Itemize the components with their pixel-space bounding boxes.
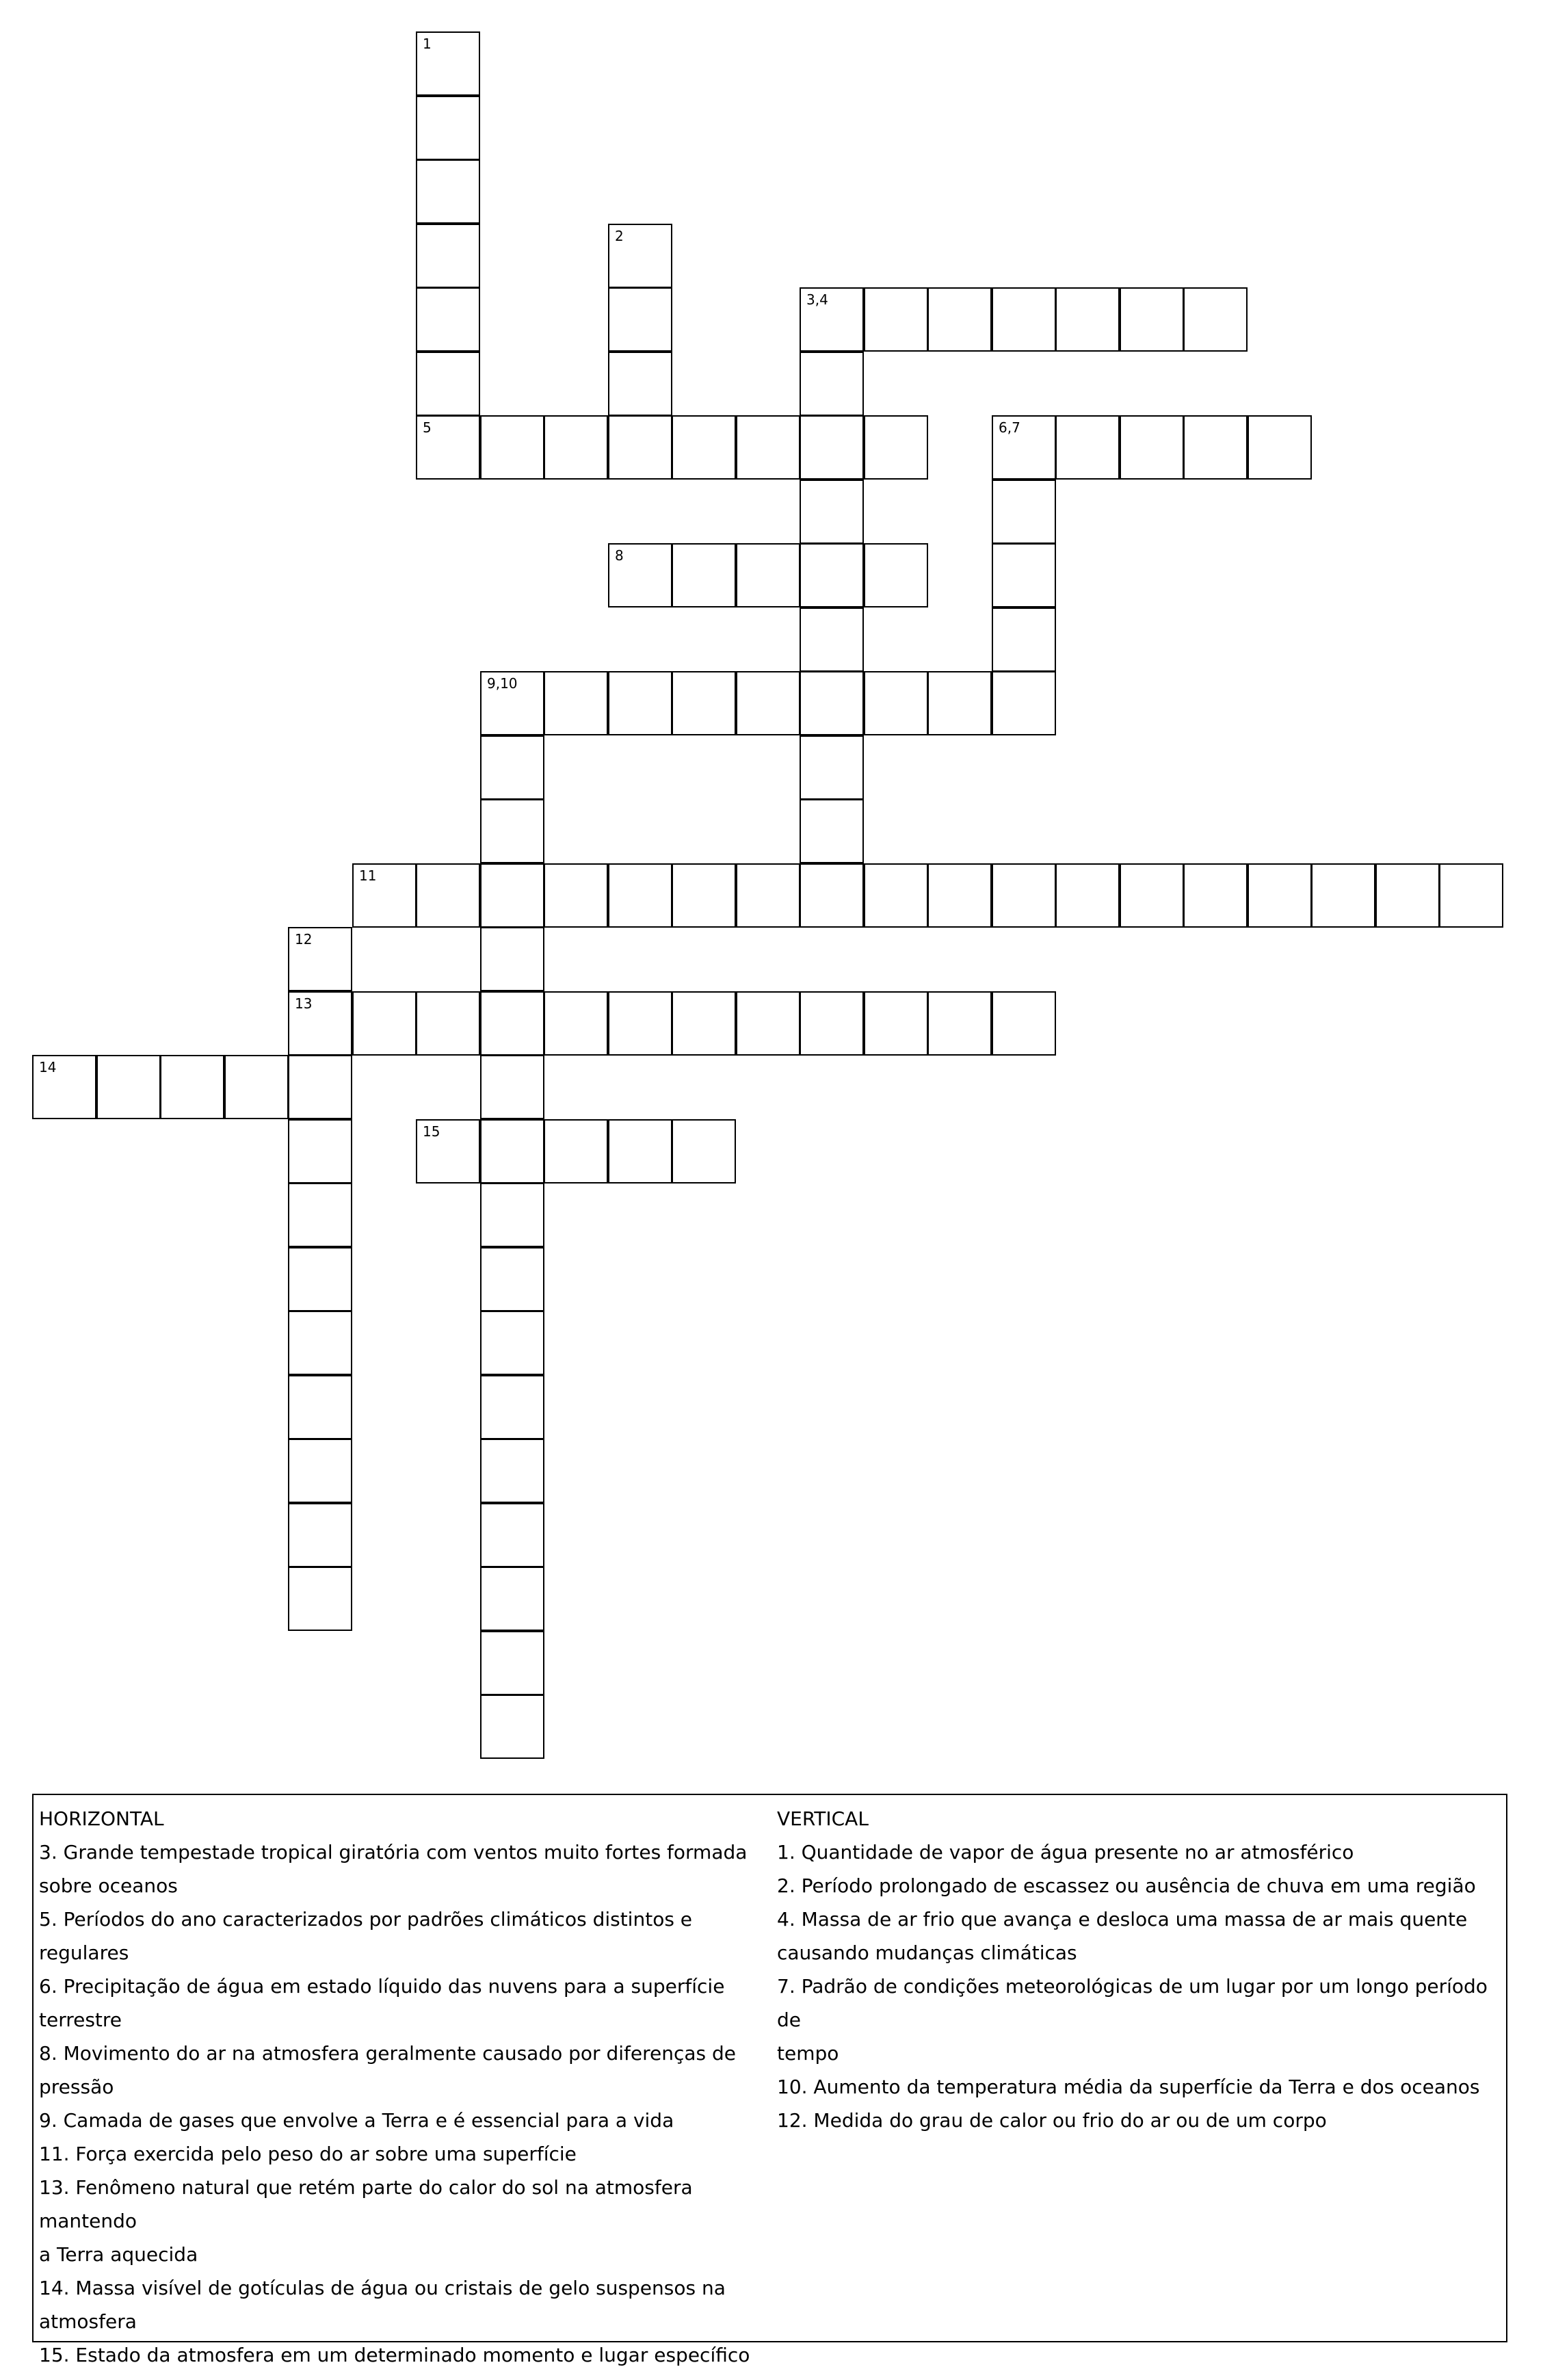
clue-line: 9. Camada de gases que envolve a Terra e é essencial para a vida [39,2109,674,2132]
clue-line: sobre oceanos [39,1874,178,1897]
crossword-cell[interactable] [480,415,544,480]
crossword-cell[interactable] [864,863,928,928]
clue-number: 2 [615,228,624,244]
crossword-cell[interactable] [1120,863,1184,928]
clue-number: 5 [423,419,432,436]
crossword-cell[interactable] [608,224,672,288]
crossword-cell[interactable] [1055,863,1120,928]
crossword-cell[interactable] [544,863,608,928]
crossword-cell[interactable] [544,671,608,735]
crossword-cell[interactable] [480,1247,544,1311]
horizontal-heading: HORIZONTAL [39,1807,164,1830]
crossword-cell[interactable] [672,1119,736,1184]
horizontal-clues [39,1802,784,2372]
crossword-cell[interactable] [480,1567,544,1631]
crossword-cell[interactable] [416,863,480,928]
crossword-cell[interactable] [288,1439,352,1503]
crossword-cell[interactable] [480,927,544,991]
crossword-cell[interactable] [1120,415,1184,480]
crossword-cell[interactable] [288,1247,352,1311]
crossword-cell[interactable] [288,1503,352,1567]
crossword-cell[interactable] [608,352,672,416]
clues-box [32,1794,1507,2366]
crossword-cell[interactable] [480,1439,544,1503]
crossword-cell[interactable] [927,287,992,352]
crossword-cell[interactable] [352,991,417,1056]
crossword-cell[interactable] [1183,287,1248,352]
crossword-cell[interactable] [416,352,480,416]
crossword-cell[interactable] [992,480,1056,544]
crossword-cell[interactable] [288,1567,352,1631]
clue-line: 6. Precipitação de água em estado líquido das nuvens para a superfície [39,1975,725,1998]
crossword-cell[interactable] [480,671,544,735]
crossword-cell[interactable] [1311,863,1375,928]
crossword-cell[interactable] [736,671,800,735]
clue-line: 3. Grande tempestade tropical giratória com ventos muito fortes formada [39,1841,748,1864]
crossword-cell[interactable] [927,671,992,735]
crossword-cell[interactable] [480,1631,544,1695]
crossword-cell[interactable] [800,607,864,672]
clue-number: 12 [295,931,313,947]
clue-line: causando mudanças climáticas [777,1941,1077,1964]
crossword-cell[interactable] [927,863,992,928]
crossword-cell[interactable] [800,863,864,928]
clue-line: atmosfera [39,2310,137,2333]
crossword-cell[interactable] [992,863,1056,928]
crossword-cell[interactable] [544,991,608,1056]
crossword-cell[interactable] [736,863,800,928]
clue-line: 4. Massa de ar frio que avança e desloca uma massa de ar mais quente [777,1908,1468,1931]
vertical-clues [777,1802,1502,2137]
crossword-cell[interactable] [480,1375,544,1439]
clue-line: 1. Quantidade de vapor de água presente no ar atmosférico [777,1841,1354,1864]
crossword-cell[interactable] [416,415,480,480]
crossword-cell[interactable] [544,415,608,480]
crossword-cell[interactable] [800,991,864,1056]
crossword-cell[interactable] [608,671,672,735]
clue-line: 11. Força exercida pelo peso do ar sobre uma superfície [39,2143,577,2165]
crossword-cell[interactable] [416,1119,480,1184]
crossword-cell[interactable] [480,991,544,1056]
crossword-cell[interactable] [608,415,672,480]
crossword-cell[interactable] [480,1055,544,1119]
clue-line: 5. Períodos do ano caracterizados por padrões climáticos distintos e regulares [39,1908,693,1964]
crossword-cell[interactable] [480,863,544,928]
crossword-cell[interactable] [480,735,544,800]
crossword-cell[interactable] [416,224,480,288]
clue-line: terrestre [39,2009,122,2031]
crossword-cell[interactable] [416,159,480,224]
clue-line: 7. Padrão de condições meteorológicas de um lugar por um longo período de [777,1975,1488,2031]
clue-number: 11 [359,867,377,884]
clue-number: 9,10 [487,675,518,692]
crossword-cell[interactable] [160,1055,224,1119]
crossword-cell[interactable] [288,927,352,991]
vertical-heading: VERTICAL [777,1807,869,1830]
crossword-cell[interactable] [736,991,800,1056]
crossword-cell[interactable] [96,1055,161,1119]
clue-number: 1 [423,36,432,52]
crossword-cell[interactable] [992,607,1056,672]
crossword-cell[interactable] [736,415,800,480]
crossword-cell[interactable] [608,543,672,607]
crossword-cell[interactable] [416,287,480,352]
crossword-cell[interactable] [736,543,800,607]
crossword-cell[interactable] [544,1119,608,1184]
crossword-cell[interactable] [800,543,864,607]
crossword-cell[interactable] [480,1183,544,1247]
crossword-cell[interactable] [992,991,1056,1056]
crossword-cell[interactable] [992,671,1056,735]
crossword-cell[interactable] [608,287,672,352]
crossword-cell[interactable] [32,1055,96,1119]
crossword-cell[interactable] [608,991,672,1056]
clue-line: 15. Estado da atmosfera em um determinado momento e lugar específico [39,2344,750,2366]
crossword-cell[interactable] [864,415,928,480]
crossword-cell[interactable] [1248,415,1312,480]
clue-line: tempo [777,2042,839,2065]
crossword-cell[interactable] [672,415,736,480]
crossword-cell[interactable] [992,287,1056,352]
clue-line: 8. Movimento do ar na atmosfera geralmente causado por diferenças de [39,2042,736,2065]
crossword-cell[interactable] [1183,415,1248,480]
crossword-cell[interactable] [1120,287,1184,352]
crossword-cell[interactable] [1375,863,1440,928]
clue-number: 15 [423,1123,440,1140]
crossword-cell[interactable] [672,543,736,607]
crossword-cell[interactable] [416,96,480,160]
clue-line: a Terra aquecida [39,2243,198,2266]
crossword-cell[interactable] [288,1055,352,1119]
crossword-cell[interactable] [608,1119,672,1184]
crossword-cell[interactable] [224,1055,289,1119]
clue-number: 3,4 [806,291,828,308]
crossword-cell[interactable] [800,415,864,480]
crossword-cell[interactable] [1183,863,1248,928]
clue-line: 10. Aumento da temperatura média da superfície da Terra e dos oceanos [777,2076,1480,2098]
crossword-cell[interactable] [1439,863,1503,928]
clue-line: 13. Fenômeno natural que retém parte do calor do sol na atmosfera mantendo [39,2176,693,2232]
crossword-cell[interactable] [1055,415,1120,480]
crossword-cell[interactable] [288,1375,352,1439]
crossword-cell[interactable] [608,863,672,928]
crossword-cell[interactable] [672,863,736,928]
crossword-cell[interactable] [800,352,864,416]
crossword-cell[interactable] [480,1503,544,1567]
clue-number: 13 [295,995,313,1012]
crossword-cell[interactable] [1248,863,1312,928]
clue-line: 14. Massa visível de gotículas de água ou cristais de gelo suspensos na [39,2277,726,2299]
crossword-cell[interactable] [288,1183,352,1247]
crossword-cell[interactable] [288,1119,352,1184]
crossword-cell[interactable] [480,1119,544,1184]
crossword-cell[interactable] [864,991,928,1056]
clue-number: 8 [615,547,624,564]
crossword-cell[interactable] [864,543,928,607]
crossword-cell[interactable] [288,991,352,1056]
crossword-cell[interactable] [927,991,992,1056]
crossword-cell[interactable] [992,543,1056,607]
crossword-cell[interactable] [864,287,928,352]
crossword-cell[interactable] [416,31,480,96]
crossword-cell[interactable] [800,735,864,800]
crossword-cell[interactable] [480,799,544,863]
crossword-cell[interactable] [480,1695,544,1759]
crossword-cell[interactable] [992,415,1056,480]
crossword-cell[interactable] [672,671,736,735]
crossword-cell[interactable] [800,480,864,544]
crossword-cell[interactable] [1055,287,1120,352]
crossword-cell[interactable] [288,1311,352,1375]
crossword-cell[interactable] [800,671,864,735]
crossword-cell[interactable] [864,671,928,735]
crossword-cell[interactable] [672,991,736,1056]
crossword-cell[interactable] [352,863,417,928]
crossword-cell[interactable] [480,1311,544,1375]
crossword-cell[interactable] [416,991,480,1056]
crossword-cell[interactable] [800,799,864,863]
clue-line: pressão [39,2076,114,2098]
clue-line: 2. Período prolongado de escassez ou ausência de chuva em uma região [777,1874,1476,1897]
clue-number: 6,7 [999,419,1020,436]
clue-number: 14 [39,1059,57,1075]
crossword-cell[interactable] [800,287,864,352]
clue-line: 12. Medida do grau de calor ou frio do ar ou de um corpo [777,2109,1327,2132]
